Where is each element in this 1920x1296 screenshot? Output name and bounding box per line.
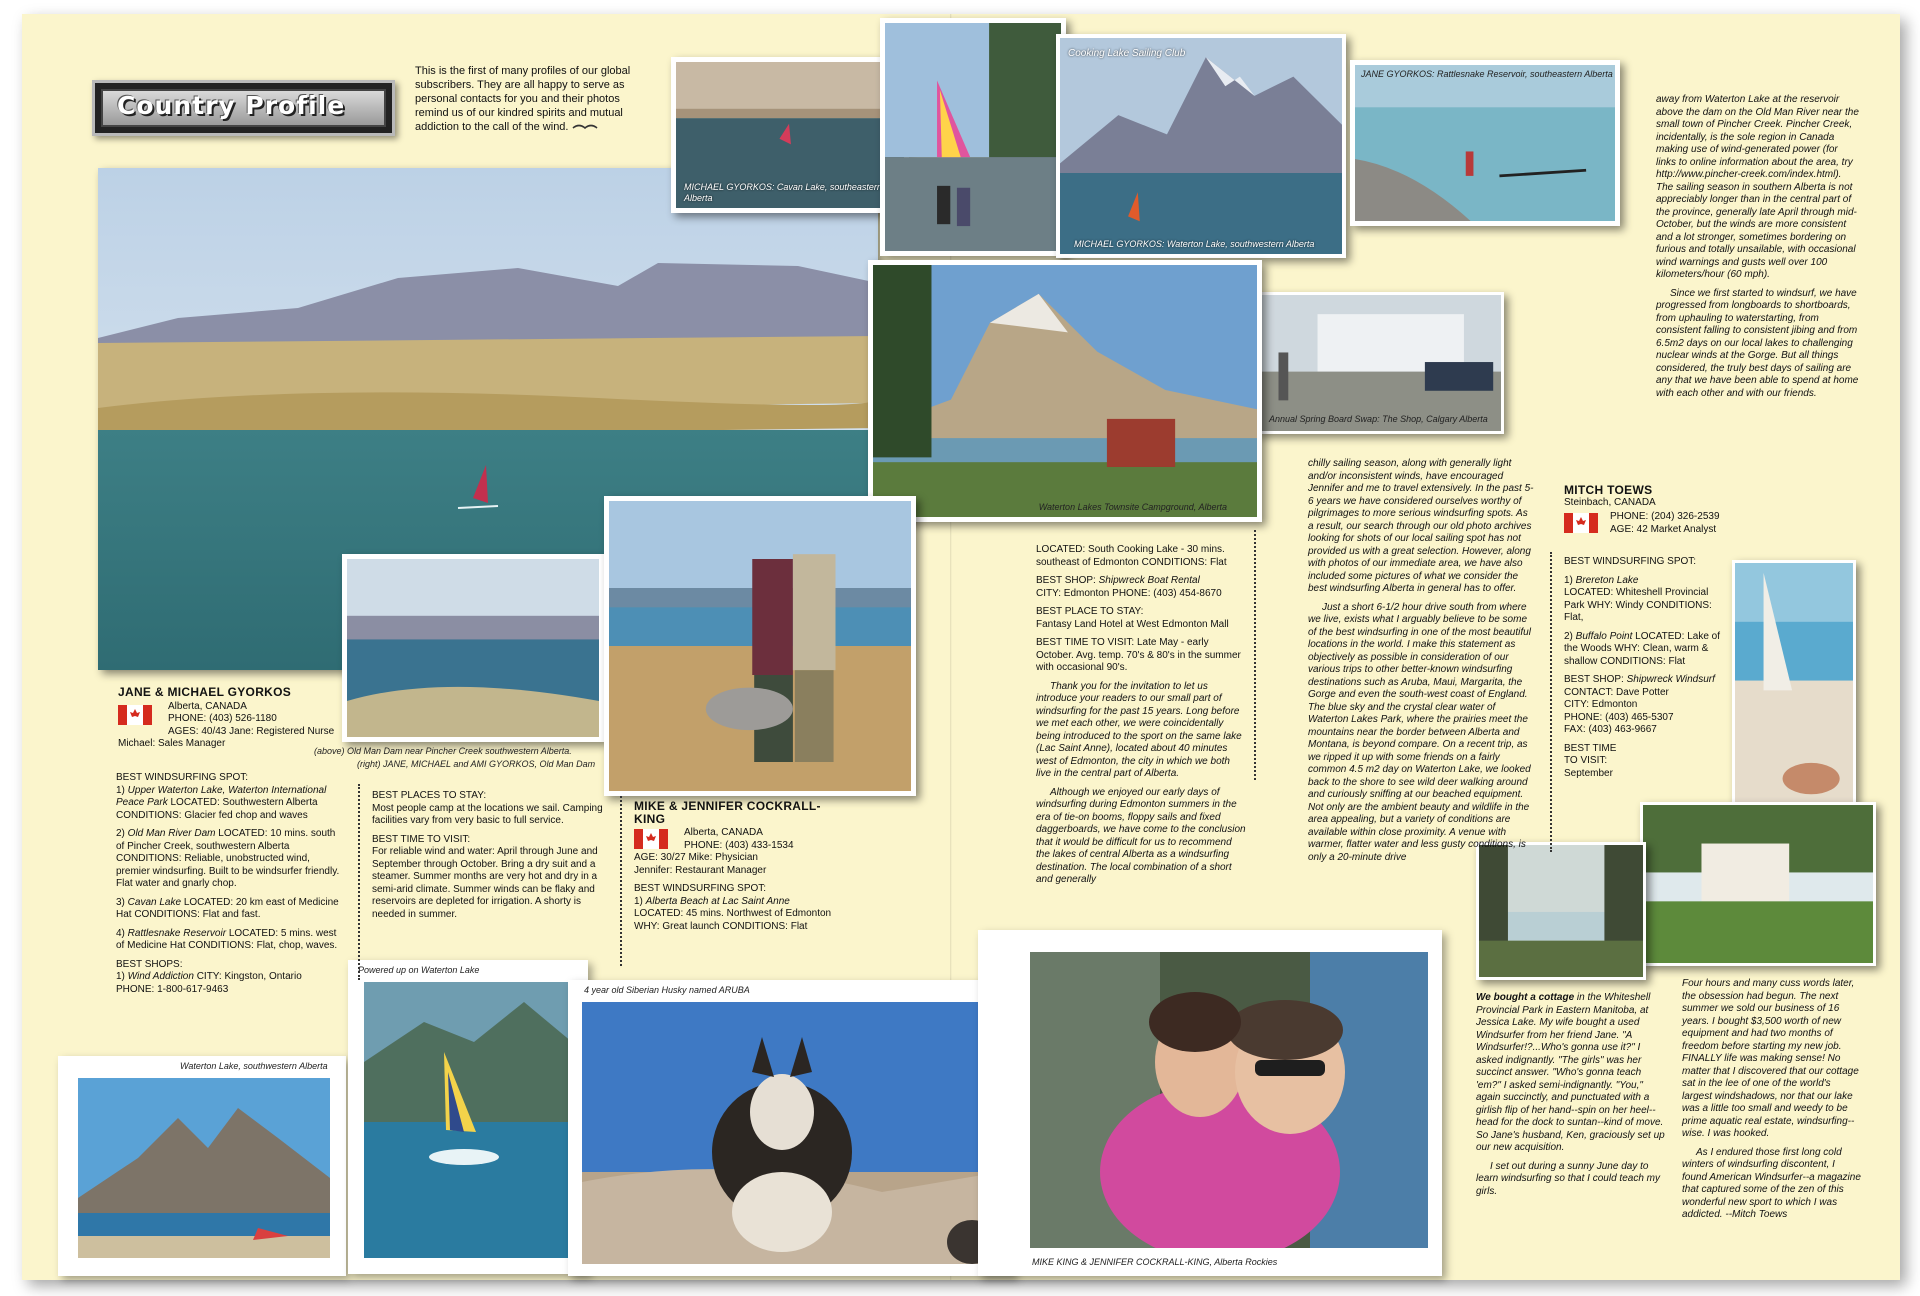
- oldman-above-caption: (above) Old Man Dam near Pincher Creek southwestern Alberta.: [314, 746, 572, 756]
- oldman-right-caption: (right) JANE, MICHAEL and AMI GYORKOS, Old Man Dam: [357, 759, 596, 769]
- board-swap-photo: [1256, 292, 1504, 434]
- bird-icon: [572, 123, 598, 131]
- toews-name: MITCH TOEWS: [1564, 483, 1653, 497]
- gyorkos-phone: PHONE: (403) 526-1180: [168, 713, 277, 724]
- cockrall-column-one: LOCATED: South Cooking Lake - 30 mins. southeast of Edmonton CONDITIONS: Flat BEST SHOP: Shipwreck Boat Rental CITY: Edmonton PHONE: (403) 454-8670 BEST PLACE TO STAY: Fantasy Land Hotel at West Edmonton Mall BEST TIME TO VISIT: Late May - early October. Avg. temp. 70's & 80's in the summer with occasional 90's. Thank you for the invitation to let us introduce your readers to our small part of windsurfing for the past 15 years. Long before we met each other, we were coincidentally being introduced to the sport on the same lake (Lac Saint Anne), located about 40 minutes west of Edmonton, the city in which we both live in the central part of Alberta. Although we enjoyed our early days of windsurfing during Edmonton summers in the era of tie-on booms, floppy sails and fixed daggerboards, we have come to the conclusion that it would be difficult for us to recommend the lakes of central Alberta as a windsurfing destination. The local combination of a short and generally: [1036, 544, 1246, 885]
- toews-spot2-name: Buffalo Point: [1575, 630, 1633, 642]
- gyorkos-stay-time: BEST PLACES TO STAY: Most people camp at the locations we sail. Camping facilities vary from very basic to full service. BEST TIME TO VISIT: For reliable wind and water: April through June and September through October. Bring a dry suit and a steamer. Summer months are very hot and dry in a semi-arid climate. Summer winds can be flaky and reservoirs are depleted for irrigation. A shorty is needed in summer.: [372, 790, 603, 920]
- cavan-lake-photo: [671, 57, 909, 213]
- waterton-mg-caption: MICHAEL GYORKOS: Waterton Lake, southwestern Alberta: [1074, 239, 1315, 249]
- cockrall-spot1-located: LOCATED: 45 mins. Northwest of Edmonton: [634, 908, 832, 919]
- cockrall-place-heading: BEST PLACE TO STAY:: [1036, 606, 1144, 617]
- cockrall-occupation: Jennifer: Restaurant Manager: [634, 864, 767, 876]
- waterton-lake-photo: [1056, 34, 1346, 258]
- toews-story-3: Four hours and many cuss words later, the obsession had begun. The next summer we sold our business of 16 years. I bought $3,500 worth of new equipment and had two months of freedom before starting my new job. FINALLY life was making sense! No matter that I discovered that our cottage sat in the lee of one of the world's largest windshadows, nor that our lake was a little too small and weedy to be prime aquatic real estate, windsurfing--wise. I was hooked.: [1682, 978, 1859, 1139]
- cockrall-column-two: [1308, 458, 1536, 870]
- toews-spot-heading: BEST WINDSURFING SPOT:: [1564, 556, 1697, 567]
- toews-phone: PHONE: (204) 326-2539: [1610, 511, 1720, 522]
- cockrall-name: MIKE & JENNIFER COCKRALL-KING: [634, 799, 821, 826]
- cockrall-story-1: Thank you for the invitation to let us introduce your readers to our small part of windsurfing for the past 15 years. Long before we met each other, we were coincidentally being introduced to the sport on the same lake (Lac Saint Anne), located about 40 minutes west of Edmonton, the city in which we both live in the central part of Alberta.: [1036, 680, 1242, 779]
- gyorkos-spot3-name: Cavan Lake: [127, 896, 182, 908]
- cavan-caption: MICHAEL GYORKOS: Cavan Lake, southeastern Alberta: [684, 182, 882, 203]
- toews-story-col-two: [1682, 978, 1862, 1228]
- cockrall-phone: PHONE: (403) 433-1534: [684, 839, 794, 851]
- gyorkos-spot-heading: BEST WINDSURFING SPOT:: [116, 772, 249, 783]
- intro-text: This is the first of many profiles of our global subscribers. They are all happy to serve as personal contacts for you and their photos remind us of our kindred spirits and mutual addiction to the call of the wind.: [415, 65, 631, 133]
- cockrall-story-3: chilly sailing season, along with generally light and/or inconsistent winds, have encouraged Jennifer and me to travel extensively. In the past 5-6 years we have considered ourselves worthy of pilgrimages to more serious windsurfing spots. As a result, our search through our old photo archives looking for shots of our local sailing spot has not provided us with a great selection. However, along with photos of our immediate area, we have also included some pictures of what we consider the best windsurfing Alberta in general has to offer.: [1308, 458, 1534, 594]
- cockrall-spot1-why: WHY: Great launch CONDITIONS: Flat: [634, 920, 808, 932]
- gyorkos-spot4-name: Rattlesnake Reservoir: [127, 927, 227, 939]
- cockrall-story-2: Although we enjoyed our early days of windsurfing during Edmonton summers in the era of tie-on booms, floppy sails and fixed daggerboards, we have come to the conclusion that it would be difficult for us to recommend the lakes of central Alberta as a windsurfing destination. The local combination of a short and generally: [1036, 786, 1246, 885]
- toews-spots: BEST WINDSURFING SPOT: 1) Brereton Lake LOCATED: Whiteshell Provincial Park WHY: Windy CONDITIONS: Flat, 2) Buffalo Point LOCATED: Lake of the Woods WHY: Clean, warm & shallow CONDITIONS: Flat BEST SHOP: Shipwreck Windsurf CONTACT: Dave Potter CITY: Edmonton PHONE: (403) 465-5307 FAX: (403) 463-9667 BEST TIME TO VISIT: September: [1564, 556, 1724, 786]
- dotted-divider: [1254, 530, 1256, 780]
- husky-card: [568, 980, 1014, 1276]
- country-profile-badge: [92, 80, 395, 136]
- gyorkos-name: JANE & MICHAEL GYORKOS: [118, 685, 292, 699]
- gyorkos-time-heading: BEST TIME TO VISIT:: [372, 833, 471, 845]
- boardswap-caption: Annual Spring Board Swap: The Shop, Calgary Alberta: [1269, 414, 1488, 424]
- old-man-dam-small-photo: [342, 554, 604, 742]
- cockrall-location: Alberta, CANADA: [684, 827, 763, 838]
- family-husky-photo: [604, 496, 916, 796]
- canada-flag-icon: [634, 829, 668, 849]
- powered-up-photo: [364, 982, 572, 1258]
- toews-shop-name: Shipwreck Windsurf: [1626, 674, 1715, 685]
- cockrall-column-three: [1656, 94, 1860, 406]
- cockrall-spot1-name: Alberta Beach at Lac Saint Anne: [645, 895, 790, 907]
- gyorkos-occupation: Michael: Sales Manager: [118, 738, 226, 749]
- dotted-divider: [1550, 552, 1552, 852]
- toews-story-4: As I endured those first long cold winters of windsurfing discontent, I found American Windsurfer--a magazine that captured some of the zen of this wonderful new sport to which I was addicted. --Mitch Toews: [1682, 1146, 1861, 1220]
- cottage-photo: [1640, 802, 1876, 966]
- gyorkos-shop1-phone: PHONE: 1-800-617-9463: [116, 983, 229, 995]
- gyorkos-shops-heading: BEST SHOPS:: [116, 958, 183, 970]
- dotted-divider: [358, 784, 360, 980]
- campground-caption: Waterton Lakes Townsite Campground, Alberta: [1038, 502, 1227, 512]
- cockrall-ages: AGE: 30/27 Mike: Physician: [634, 852, 758, 863]
- cockrall-story-5: away from Waterton Lake at the reservoir above the dam on the Old Man River near the small town of Pincher Creek. Pincher Creek, incidentally, is the sole region in Canada making use of wind-generated power (for links to online information about the area, try http://www.pincher-creek.com/index.html). The sailing season in southern Alberta is not appreciably longer than in the central part of the province, generally late April through mid-October, but the winds are more consistent and a lot stronger, sometimes bordering on furious and totally unsailable, with occasional wind warnings and gusts well over 100 kilometers/hour (60 mph).: [1656, 94, 1859, 280]
- powered-up-card: [348, 960, 588, 1274]
- toews-story-lead: We bought a cottage: [1476, 992, 1575, 1003]
- rattlesnake-caption: JANE GYORKOS: Rattlesnake Reservoir, southeastern Alberta: [1361, 69, 1613, 79]
- toews-age: AGE: 42 Market Analyst: [1610, 523, 1717, 535]
- canada-flag-icon: [1564, 513, 1598, 533]
- gyorkos-location: Alberta, CANADA: [168, 700, 247, 712]
- cockrall-col-located: LOCATED: South Cooking Lake - 30 mins. southeast of Edmonton CONDITIONS: Flat: [1036, 544, 1227, 568]
- gyorkos-stay-heading: BEST PLACES TO STAY:: [372, 790, 487, 801]
- rockies-card: [978, 930, 1442, 1276]
- rockies-caption: MIKE KING & JENNIFER COCKRALL-KING, Alberta Rockies: [1032, 1257, 1278, 1267]
- toews-story-2: I set out during a sunny June day to learn windsurfing so that I could teach my girls.: [1476, 1160, 1660, 1197]
- gyorkos-spot2-name: Old Man River Dam: [127, 828, 216, 839]
- gyorkos-spots: BEST WINDSURFING SPOT: 1) Upper Waterton Lake, Waterton International Peace Park LOCATED: Southwestern Alberta CONDITIONS: Glacier fed chop and waves 2) Old Man River Dam LOCATED: 10 mins. south of Pincher Creek, southwestern Alberta CONDITIONS: Reliable, unobstructed wind, premier windsurfing. Built to be windsurfer friendly. Flat water and gnarly chop. 3) Cavan Lake LOCATED: 20 km east of Medicine Hat CONDITIONS: Flat and fast. 4) Rattlesnake Reservoir LOCATED: 5 mins. west of Medicine Hat CONDITIONS: Flat, chop, waves. BEST SHOPS: 1) Wind Addiction CITY: Kingston, Ontario PHONE: 1-800-617-9463: [116, 772, 340, 995]
- gyorkos-ages: AGES: 40/43 Jane: Registered Nurse: [168, 725, 335, 737]
- badge-title: Country Profile: [117, 91, 346, 120]
- toews-profile: [1564, 484, 1730, 544]
- cockrall-shop-name: Shipwreck Boat Rental: [1098, 575, 1200, 586]
- waterton-sw-card: [58, 1056, 346, 1276]
- toews-story-col-one: We bought a cottage in the Whiteshell Provincial Park in Eastern Manitoba, at Jessica Lake. My wife bought a used Windsurfer from her friend Jane. "A Windsurfer!?...Who's gonna use it?" I asked indignantly. "The girls" was her succinct answer. "Who's gonna teach 'em?" I asked semi-indignantly. "You," again succinctly, and punctuated with a girlish flip of her hand--spin on her heel--head for the dock to suntan--kind of move. So Jane's husband, Ken, graciously set up our new acquisition. I set out during a sunny June day to learn windsurfing so that I could teach my girls.: [1476, 992, 1665, 1197]
- husky-photo: [582, 1002, 1000, 1264]
- campground-photo: [868, 260, 1262, 522]
- cooking-lake-photo: [880, 18, 1066, 256]
- toews-location: Steinbach, CANADA: [1564, 496, 1656, 508]
- cockrall-time: BEST TIME TO VISIT: Late May - early October. Avg. temp. 70's & 80's in the summer with occasional 90's.: [1036, 637, 1241, 673]
- cooking-caption: Cooking Lake Sailing Club: [1068, 48, 1186, 59]
- cockrall-story-6: Since we first started to windsurf, we have progressed from longboards to shortboards, from uphauling to waterstarting, from consistent falling to consistent jibing and from 6.5m2 days on our local lakes to challenging nuclear winds at the Gorge. But all things considered, the truly best days of sailing are any that we have been able to spend at home with each other and with our friends.: [1656, 287, 1859, 399]
- gyorkos-profile: [118, 686, 350, 751]
- waterton-sw-caption: Waterton Lake, southwestern Alberta: [180, 1061, 328, 1071]
- powered-caption: Powered up on Waterton Lake: [358, 965, 480, 975]
- toews-spot1-name: Brereton Lake: [1575, 574, 1639, 586]
- canada-flag-icon: [118, 705, 152, 725]
- gyorkos-shop1-name: Wind Addiction: [127, 971, 194, 982]
- cockrall-story-4: Just a short 6-1/2 hour drive south from where we live, exists what I arguably believe to be some of the best windsurfing in one of the most beautiful locations in the world. I make this statement as objectively as possible in consideration of our various trips to other better-known windsurfing destinations such as Aruba, Maui, Margarita, the Gorge and even the south-west coast of England. The blue sky and the crystal clear water of Waterton Lakes Park, where the prairies meet the mountains near the border between Alberta and Montana, is beyond compare. On a recent trip, as we ripped it up with some friends on a fairly common 4.5 m2 day on Waterton Lake, we looked back to the shore to see wild deer walking around and curiously sniffing at our beached equipment. Not only are the ambient beauty and wildlife in the area appealing, but a variety of conditions are available within close proximity. A venue with warmer, flatter water and less gusty conditions, is only a 20-minute drive: [1308, 601, 1531, 863]
- cockrall-profile: MIKE & JENNIFER COCKRALL-KING Alberta, CANADA PHONE: (403) 433-1534 AGE: 30/27 Mike: Physician Jennifer: Restaurant Manager BEST WINDSURFING SPOT: 1) Alberta Beach at Lac Saint Anne LOCATED: 45 mins. Northwest of Edmonton WHY: Great launch CONDITIONS: Flat: [634, 800, 846, 933]
- toews-time-heading: BEST TIME TO VISIT:: [1564, 742, 1617, 766]
- gyorkos-spot1-name: Upper Waterton Lake, Waterton International Peace Park: [116, 784, 327, 808]
- husky-caption: 4 year old Siberian Husky named ARUBA: [584, 985, 750, 995]
- rockies-photo: [1030, 952, 1428, 1248]
- rattlesnake-reservoir-photo: [1350, 60, 1620, 226]
- cockrall-spot-heading: BEST WINDSURFING SPOT:: [634, 883, 767, 894]
- dotted-divider: [620, 796, 622, 966]
- waterton-sw-photo: [78, 1078, 330, 1258]
